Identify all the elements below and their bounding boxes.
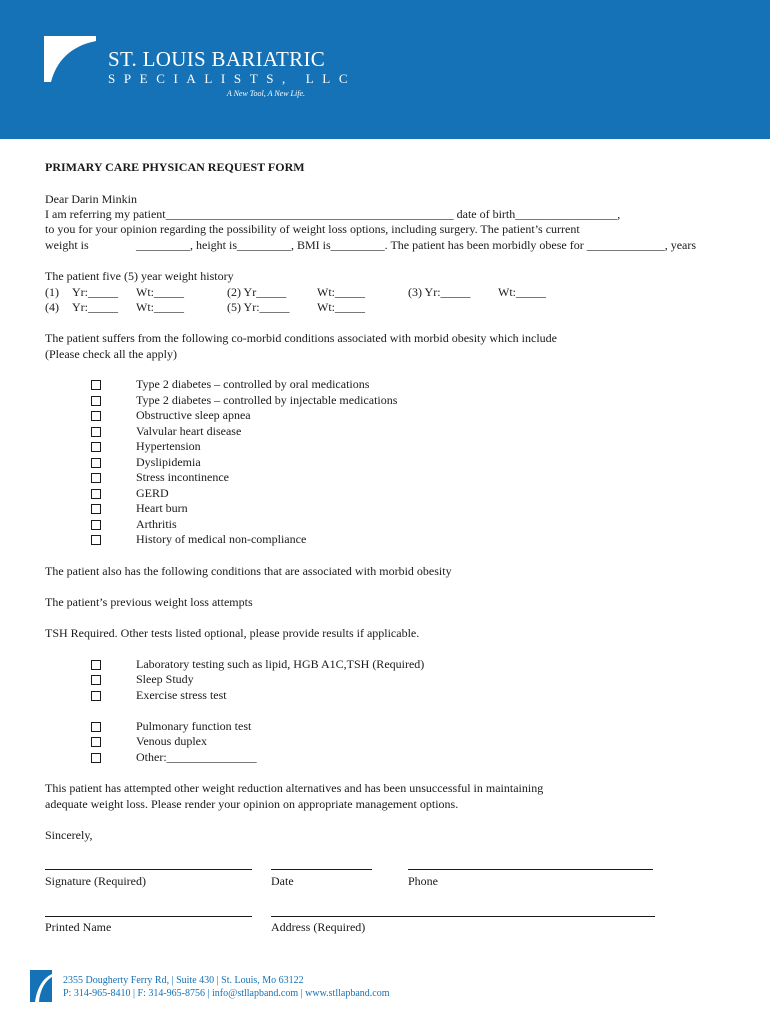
history-wt-1[interactable]: Wt:_____ [136, 285, 184, 299]
phone-label: Phone [408, 874, 438, 888]
checkbox-test[interactable] [91, 675, 101, 685]
checkbox-test[interactable] [91, 753, 101, 763]
also-conditions: The patient also has the following conditions that are associated with morbid obesity [45, 564, 452, 578]
date-label: Date [271, 874, 294, 888]
footer-logo-icon [30, 970, 52, 1002]
weight-label: weight is [45, 238, 89, 252]
salutation: Dear Darin Minkin [45, 192, 137, 206]
test-label: Venous duplex [136, 734, 207, 748]
measurements-line[interactable]: _________, height is_________, BMI is_________. The patient has been morbidly obese for _____________, years [136, 238, 697, 252]
referral-line[interactable]: I am referring my patient________________________________________________ date of birth_________________, [45, 207, 621, 221]
history-yr-5[interactable]: (5) Yr:_____ [227, 300, 290, 314]
checkbox-condition[interactable] [91, 473, 101, 483]
form-title: PRIMARY CARE PHYSICAN REQUEST FORM [45, 160, 305, 174]
brand-subtitle: SPECIALISTS, LLC [108, 71, 357, 86]
date-line[interactable] [271, 869, 372, 870]
checkbox-condition[interactable] [91, 489, 101, 499]
history-wt-3[interactable]: Wt:_____ [498, 285, 546, 299]
condition-label: History of medical non-compliance [136, 532, 307, 546]
closing-line-1: This patient has attempted other weight reduction alternatives and has been unsuccessful in maintaining [45, 781, 544, 795]
condition-label: Valvular heart disease [136, 424, 242, 438]
test-label: Exercise stress test [136, 688, 227, 702]
condition-label: Dyslipidemia [136, 455, 201, 469]
other-test-field[interactable]: Other:_______________ [136, 750, 257, 764]
checkbox-condition[interactable] [91, 442, 101, 452]
address-label: Address (Required) [271, 920, 366, 934]
history-wt-2[interactable]: Wt:_____ [317, 285, 365, 299]
checkbox-test[interactable] [91, 737, 101, 747]
opinion-line: to you for your opinion regarding the possibility of weight loss options, including surgery. The patient’s current [45, 222, 580, 236]
condition-label: Hypertension [136, 439, 201, 453]
condition-label: Type 2 diabetes – controlled by oral medications [136, 377, 370, 391]
previous-attempts: The patient’s previous weight loss attempts [45, 595, 253, 609]
condition-label: Arthritis [136, 517, 177, 531]
phone-line[interactable] [408, 869, 653, 870]
logo-icon [44, 36, 96, 82]
signature-label: Signature (Required) [45, 874, 146, 888]
checkbox-condition[interactable] [91, 396, 101, 406]
printed-name-label: Printed Name [45, 920, 112, 934]
test-label: Pulmonary function test [136, 719, 252, 733]
checkbox-condition[interactable] [91, 380, 101, 390]
history-yr-1[interactable]: Yr:_____ [72, 285, 118, 299]
tsh-note: TSH Required. Other tests listed optional, please provide results if applicable. [45, 626, 420, 640]
history-wt-5[interactable]: Wt:_____ [317, 300, 365, 314]
checkbox-condition[interactable] [91, 411, 101, 421]
history-yr-4[interactable]: Yr:_____ [72, 300, 118, 314]
checkbox-test[interactable] [91, 660, 101, 670]
checkbox-condition[interactable] [91, 520, 101, 530]
checkbox-condition[interactable] [91, 504, 101, 514]
comorbid-note: (Please check all the apply) [45, 347, 177, 361]
comorbid-intro: The patient suffers from the following co-morbid conditions associated with morbid obesity which include [45, 331, 558, 345]
address-line[interactable] [271, 916, 655, 917]
condition-label: Obstructive sleep apnea [136, 408, 251, 422]
checkbox-condition[interactable] [91, 535, 101, 545]
history-yr-2[interactable]: (2) Yr_____ [227, 285, 287, 299]
checkbox-condition[interactable] [91, 427, 101, 437]
printed-name-line[interactable] [45, 916, 252, 917]
condition-label: Heart burn [136, 501, 188, 515]
footer-address: 2355 Dougherty Ferry Rd, | Suite 430 | St. Louis, Mo 63122 [63, 975, 304, 986]
letterhead-banner [0, 0, 770, 139]
sincerely: Sincerely, [45, 828, 93, 842]
history-yr-3[interactable]: (3) Yr:_____ [408, 285, 471, 299]
closing-line-2: adequate weight loss. Please render your opinion on appropriate management options. [45, 797, 459, 811]
history-title: The patient five (5) year weight history [45, 269, 234, 283]
test-label: Sleep Study [136, 672, 194, 686]
condition-label: GERD [136, 486, 169, 500]
signature-line[interactable] [45, 869, 252, 870]
tagline: A New Tool, A New Life. [226, 89, 305, 98]
test-label: Laboratory testing such as lipid, HGB A1C,TSH (Required) [136, 657, 425, 671]
brand-name: ST. LOUIS BARIATRIC [108, 47, 326, 71]
footer-contact: P: 314-965-8410 | F: 314-965-8756 | info@stllapband.com | www.stllapband.com [63, 988, 390, 999]
condition-label: Type 2 diabetes – controlled by injectable medications [136, 393, 398, 407]
history-num-4: (4) [45, 300, 59, 314]
checkbox-test[interactable] [91, 691, 101, 701]
history-num-1: (1) [45, 285, 59, 299]
checkbox-test[interactable] [91, 722, 101, 732]
checkbox-condition[interactable] [91, 458, 101, 468]
history-wt-4[interactable]: Wt:_____ [136, 300, 184, 314]
condition-label: Stress incontinence [136, 470, 229, 484]
